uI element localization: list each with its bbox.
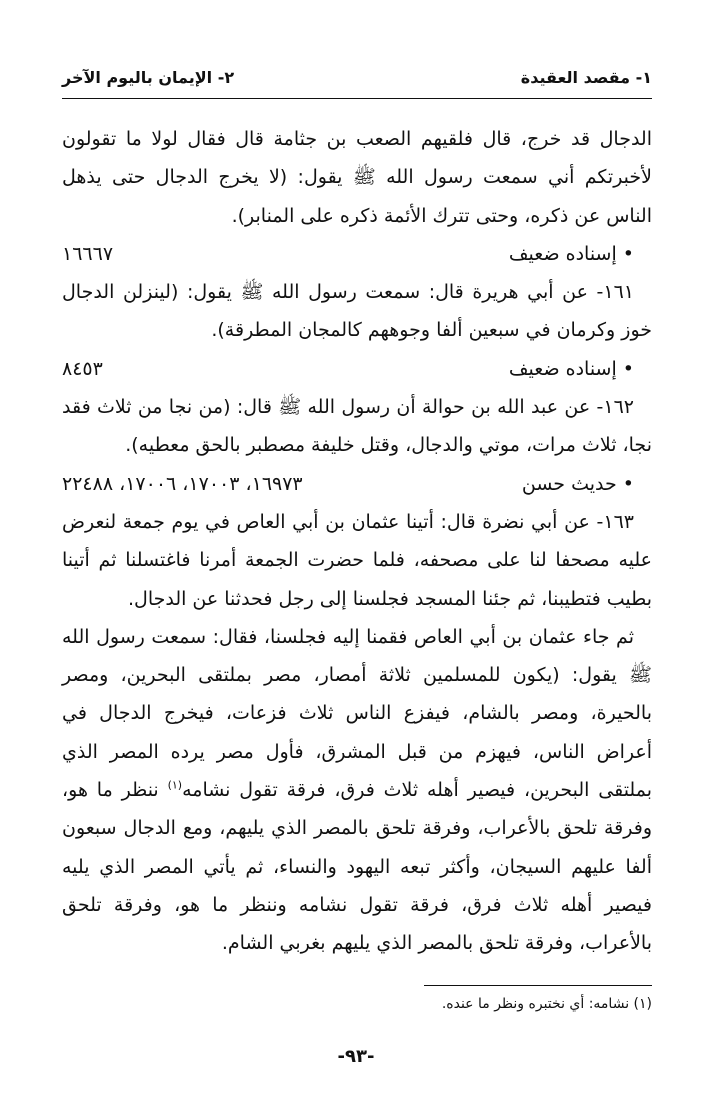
hadith-163-continuation: [62, 618, 652, 963]
grade-label: • حديث حسن: [521, 472, 634, 495]
running-header: [62, 64, 652, 92]
header-chapter-title: ٢- الإيمان باليوم الآخر: [62, 68, 235, 87]
header-divider: [62, 98, 652, 99]
paragraph-continuation: الدجال قد خرج، قال فلقيهم الصعب بن جثامة قال فقال لولا ما تقولون لأخبرتكم أني سمعت رسول الله ﷺ يقول: (لا يخرج الدجال حتى يذهل الناس عن ذكره، وحتى تترك الأئمة ذكره على المنابر).: [62, 128, 652, 227]
footnote: (١) نشامه: أي نختبره ونظر ما عنده.: [441, 996, 652, 1012]
grade-reference-numbers: ١٦٦٦٧: [62, 242, 114, 265]
grade-label: • إسناده ضعيف: [508, 242, 634, 265]
continuation-text-part-a: ثم جاء عثمان بن أبي العاص فقمنا إليه فجلسنا، فقال: سمعت رسول الله ﷺ يقول: (يكون للمسلمين ثلاثة أمصار، مصر بملتقى البحرين، ومصر بالحيرة، ومصر بالشام، فيفزع الناس ثلاث فزعات، فيخرج الدجال في أعراض الناس، فيهزم من قبل المشرق، فأول مصر يرده المصر الذي بملتقى البحرين، فيصير أهله ثلاث فرق، فرقة تقول نشامه: [62, 625, 652, 802]
grade-row-1: [62, 235, 652, 273]
hadith-161: ١٦١- عن أبي هريرة قال: سمعت رسول الله ﷺ يقول: (لينزلن الدجال خوز وكرمان في سبعين ألفا وجوههم كالمجان المطرقة).: [62, 281, 652, 342]
hadith-162: ١٦٢- عن عبد الله بن حوالة أن رسول الله ﷺ قال: (من نجا من ثلاث فقد نجا، ثلاث مرات، موتي والدجال، وقتل خليفة مصطبر بالحق معطيه).: [62, 396, 652, 457]
grade-row-3: [62, 465, 652, 503]
footnote-marker[interactable]: (١): [167, 778, 183, 792]
grade-row-2: [62, 350, 652, 388]
page-number: -٩٣-: [337, 1046, 375, 1067]
footnote-divider: [424, 985, 652, 986]
grade-label: • إسناده ضعيف: [508, 357, 634, 380]
grade-reference-numbers: ١٦٩٧٣، ١٧٠٠٣، ١٧٠٠٦، ٢٢٤٨٨: [62, 472, 303, 495]
main-text: [62, 120, 652, 963]
hadith-163: ١٦٣- عن أبي نضرة قال: أتينا عثمان بن أبي العاص في يوم جمعة لنعرض عليه مصحفا لنا على مصحفه، فلما حضرت الجمعة أمرنا فاغتسلنا ثم أتينا بطيب فتطيبنا، ثم جئنا المسجد فجلسنا إلى رجل فحدثنا عن الدجال.: [62, 510, 652, 610]
grade-reference-numbers: ٨٤٥٣: [62, 357, 103, 380]
header-section-title: ١- مقصد العقيدة: [520, 68, 652, 87]
continuation-text-part-b: ننظر ما هو، وفرقة تلحق بالأعراب، وفرقة تلحق بالمصر الذي يليهم، ومع الدجال سبعون ألفا عليهم السيجان، وأكثر تبعه اليهود والنساء، ثم يأتي المصر الذي يليه فيصير أهله ثلاث فرق، فرقة تقول نشامه وننظر ما هو، وفرقة تلحق بالأعراب، وفرقة تلحق بالمصر الذي يليهم بغربي الشام.: [62, 779, 652, 955]
